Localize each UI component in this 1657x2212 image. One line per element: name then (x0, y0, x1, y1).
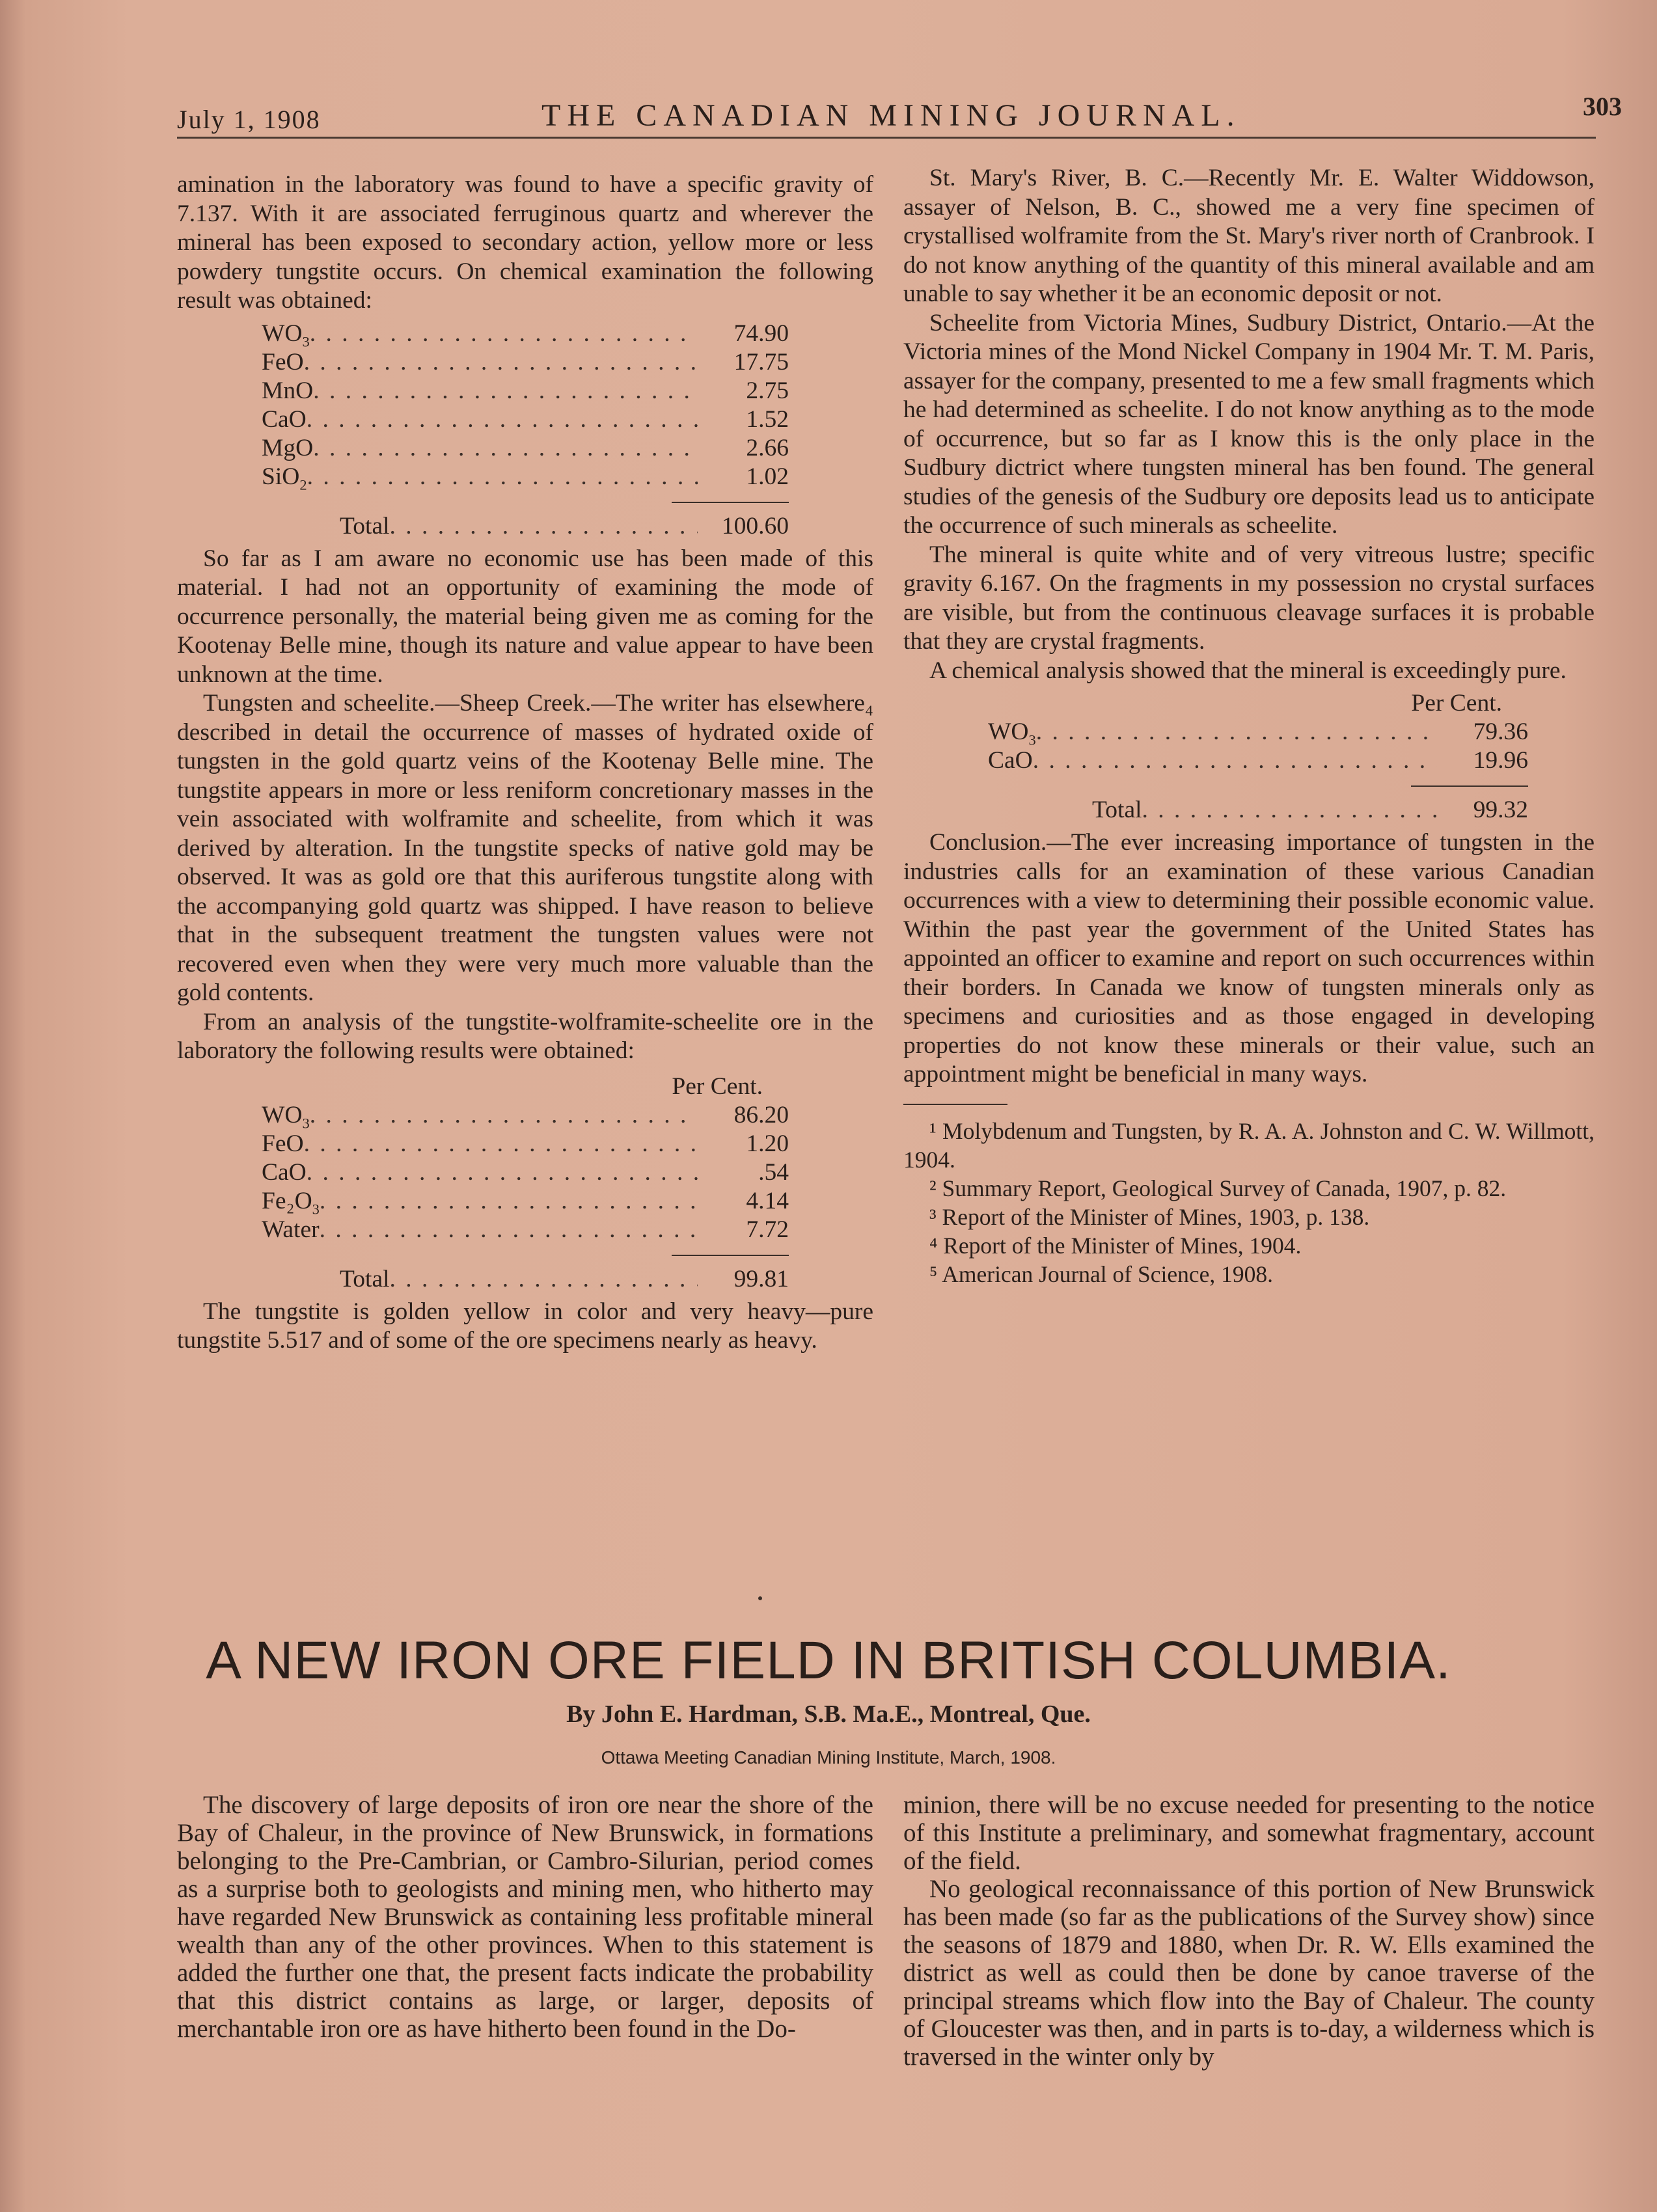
table-row: MnO . . . 2.75 (262, 377, 789, 405)
footnote: ² Summary Report, Geological Survey of Canada, 1907, p. 82. (929, 1175, 1507, 1201)
paragraph: The discovery of large deposits of iron ore near the shore of the Bay of Chaleur, in the province of New Brunswick, in formations belonging to the Pre-Cambrian, or Cambro-Silurian, period comes as a surprise both to geologists and mining men, who hitherto may have regarded New Brunswick as containing less profitable mineral wealth than any of the other provinces. When to this statement is added the further one that, the present facts indicate the probability that this district contains as large, or larger, deposits of merchantable iron ore as have hitherto been found in the Do- (177, 1791, 873, 2043)
table-row: $WO_3$ . . . 74.90 (262, 320, 789, 348)
paragraph: No geological reconnaissance of this portion of New Brunswick has been made (so far as the publications of the Survey show) since the seasons of 1879 and 1880, when Dr. R. W. Ells examined the district as well as could then be done by canoe traverse of the principal streams which flow into the Bay of Chaleur. The county of Gloucester was then, and in parts is to-day, a wilderness which is traversed in the winter only by (903, 1875, 1595, 2071)
running-header (177, 91, 1622, 139)
article-source: Ottawa Meeting Canadian Mining Institute, March, 1908. (601, 1747, 1056, 1768)
paragraph: Scheelite from Victoria Mines, Sudbury District, Ontario.—At the Victoria mines of the Mond Nickel Company in 1904 Mr. T. M. Paris, assayer for the company, presented to me a few small fragments which he had determined as scheelite. I do not know anything as to the mode of occurrence, but so far as I know this is the only place in the Sudbury dictrict where tungsten mineral has ben found. The general studies of the genesis of the Sudbury ore deposits lead us to anticipate the occurrence of such minerals as scheelite. (903, 309, 1595, 539)
table-total-row: Total . . . 100.60 (262, 512, 789, 541)
paragraph: Conclusion.—The ever increasing importance of tungsten in the industries calls for an examination of these various Canadian occurrences with a view to determining their possible economic value. Within the past year the government of the United States has appointed an officer to examine and report on such occurrences within their borders. In Canada we know of tungsten minerals only as specimens and curiosities and as those engaged in developing properties do not know these minerals or their value, such an appointment might be beneficial in many ways. (903, 829, 1595, 1087)
table-row: SiO$_2$ . . . 1.02 (262, 463, 789, 491)
paragraph: The tungstite is golden yellow in color and very heavy—pure tungstite 5.517 and of some of the ore specimens nearly as heavy. (177, 1298, 873, 1354)
table-row: MgO . . . 2.66 (262, 434, 789, 463)
footnote: ¹ Molybdenum and Tungsten, by R. A. A. Johnston and C. W. Willmott, 1904. (903, 1117, 1595, 1173)
header-journal-title: THE CANADIAN MINING JOURNAL. (541, 98, 1241, 133)
analysis-table-3 (988, 689, 1528, 825)
table-row: CaO . . . 1.52 (262, 405, 789, 434)
left-column (177, 171, 873, 1356)
table-row: FeO . . . 17.75 (262, 348, 789, 377)
footnote: ³ Report of the Minister of Mines, 1903, p. 138. (929, 1203, 1370, 1230)
analysis-table-2 (262, 1072, 789, 1294)
total-rule (1411, 785, 1528, 787)
table-row: CaO . . . .54 (262, 1158, 789, 1187)
article-byline: By John E. Hardman, S.B. Ma.E., Montreal, Que. (566, 1700, 1091, 1728)
paragraph: St. Mary's River, B. C.—Recently Mr. E. Walter Widdowson, assayer of Nelson, B. C., showed me a very fine specimen of crystallised wolframite from the St. Mary's river north of Cranbrook. I do not know anything of the quantity of this mineral available and am unable to say whether it be an economic deposit or not. (903, 165, 1595, 307)
total-rule (672, 1255, 789, 1256)
table-row: $WO_3$ . . . 79.36 (988, 718, 1528, 746)
table-row: Water . . . 7.72 (262, 1216, 789, 1244)
right-column (903, 164, 1595, 1289)
table-header: Per Cent. (1411, 690, 1502, 717)
page-number: 303 (1583, 92, 1622, 121)
table-row: CaO . . . 19.96 (988, 746, 1528, 775)
paragraph: The mineral is quite white and of very vitreous lustre; specific gravity 6.167. On the fragments in my possession no crystal surfaces are visible, but from the continuous cleavage surfaces it is probable that they are crystal fragments. (903, 541, 1595, 655)
footnote: ⁵ American Journal of Science, 1908. (929, 1261, 1273, 1287)
paragraph: So far as I am aware no economic use has been made of this material. I had not an opportunity of examining the mode of occurrence personally, the material being given me as coming for the Kootenay Belle mine, though its nature and value appear to have been unknown at the time. (177, 545, 873, 688)
footnote: ⁴ Report of the Minister of Mines, 1904. (929, 1232, 1302, 1259)
section-divider (758, 1596, 762, 1600)
table-row: $WO_3$ . . . 86.20 (262, 1101, 789, 1130)
header-date: July 1, 1908 (177, 105, 321, 134)
footnote-rule (903, 1104, 1007, 1105)
table-total-row: Total . . . 99.32 (988, 796, 1528, 825)
article2-left-column (177, 1791, 873, 2043)
paragraph: Tungsten and scheelite.—Sheep Creek.—The writer has elsewhere₄ described in detail the occurrence of masses of hydrated oxide of tungsten in the gold quartz veins of the Kootenay Belle mine. The tungstite appears in more or less reniform concretionary masses in the vein associated with wolframite and scheelite, from which it was derived by alteration. In the tungstite specks of native gold may be observed. It was as gold ore that this auriferous tungstite along with the accompanying gold quartz was shipped. I have reason to believe that in the subsequent treatment the tungsten values were not recovered even when they were very much more valuable than the gold contents. (177, 690, 873, 1006)
table-row: $Fe_2O_3$ . . . 4.14 (262, 1187, 789, 1216)
table-header: Per Cent. (672, 1072, 763, 1100)
table-row: FeO . . . 1.20 (262, 1130, 789, 1158)
article-title: A NEW IRON ORE FIELD IN BRITISH COLUMBIA. (206, 1631, 1451, 1690)
total-rule (672, 502, 789, 503)
paragraph: amination in the laboratory was found to have a specific gravity of 7.137. With it are associated ferruginous quartz and wherever the mineral has been exposed to secondary action, yellow more or less powdery tungstite occurs. On chemical examination the following result was obtained: (177, 171, 873, 314)
article2-right-column (903, 1791, 1595, 2071)
paragraph: A chemical analysis showed that the mineral is exceedingly pure. (929, 657, 1567, 684)
paragraph: minion, there will be no excuse needed for presenting to the notice of this Institute a preliminary, and somewhat fragmentary, account of the field. (903, 1791, 1595, 1875)
paragraph: From an analysis of the tungstite-wolframite-scheelite ore in the laboratory the following results were obtained: (177, 1008, 873, 1064)
table-total-row: Total . . . 99.81 (262, 1265, 789, 1294)
analysis-table-1 (262, 320, 789, 541)
